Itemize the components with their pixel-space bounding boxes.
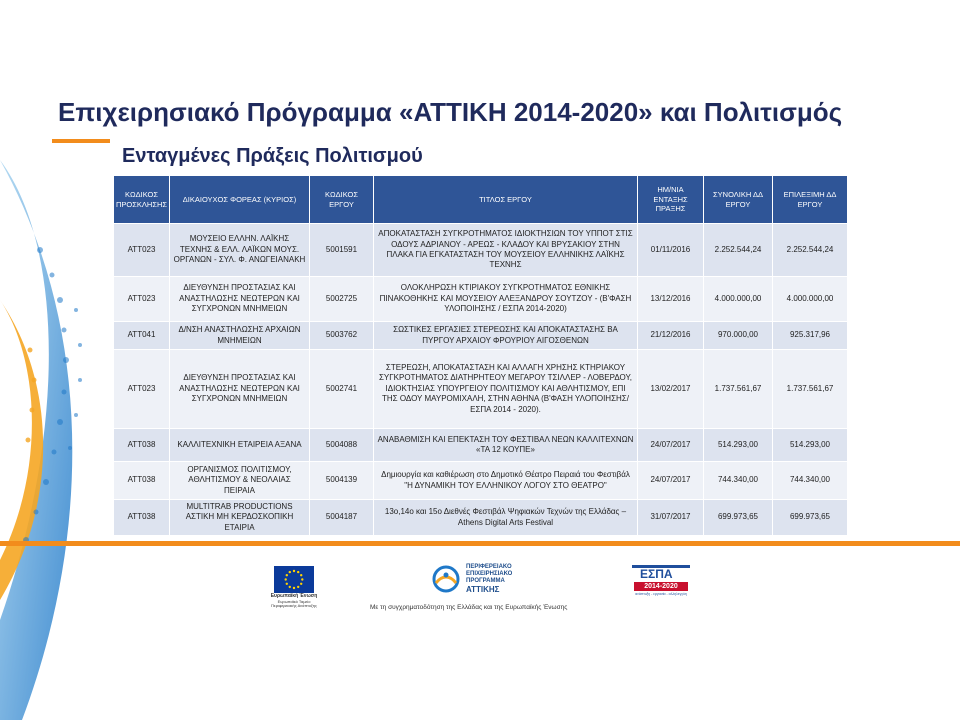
cell-beneficiary: ΟΡΓΑΝΙΣΜΟΣ ΠΟΛΙΤΙΣΜΟΥ, ΑΘΛΗΤΙΣΜΟΥ & ΝΕΟΛΑΙΑΣ ΠΕΙΡΑΙΑ [170, 462, 310, 500]
page-subtitle: Ενταγμένες Πράξεις Πολιτισμού [122, 145, 423, 167]
table-row [114, 500, 848, 536]
header-project-title: ΤΙΤΛΟΣ ΕΡΓΟΥ [374, 176, 638, 224]
eu-flag-icon [274, 566, 314, 593]
eu-caption: Ευρωπαϊκή Ένωση Ευρωπαϊκό Ταμείο Περιφερειακής Ανάπτυξης [270, 593, 318, 608]
espa-motto: ανάπτυξη - εργασία - αλληλεγγύη [635, 592, 687, 596]
header-inclusion-date: ΗΜ/ΝΙΑ ΕΝΤΑΞΗΣ ΠΡΑΞΗΣ [638, 176, 704, 224]
title-accent-bar [52, 139, 110, 143]
cell-total-budget: 2.252.544,24 [704, 224, 773, 277]
cell-call-code: ΑΤΤ038 [114, 429, 170, 462]
cell-eligible-budget: 925.317,96 [773, 322, 848, 350]
cell-call-code: ΑΤΤ023 [114, 350, 170, 429]
espa-title: ΕΣΠΑ [640, 567, 673, 581]
page-title: Επιχειρησιακό Πρόγραμμα «ΑΤΤΙΚΗ 2014-2020» και Πολιτισμός [58, 97, 843, 127]
cell-beneficiary: ΜΟΥΣΕΙΟ ΕΛΛΗΝ. ΛΑΪΚΗΣ ΤΕΧΝΗΣ & ΕΛΛ. ΛΑΪΚΩΝ ΜΟΥΣ. ΟΡΓΑΝΩΝ - ΣΥΛ. Φ. ΑΝΩΓΕΙΑΝΑΚΗ [170, 224, 310, 277]
cell-total-budget: 970.000,00 [704, 322, 773, 350]
pep-attiki-logo-icon [432, 565, 460, 593]
cell-call-code: ΑΤΤ023 [114, 277, 170, 322]
cell-beneficiary: ΚΑΛΛΙΤΕΧΝΙΚΗ ΕΤΑΙΡΕΙΑ ΑΞΑΝΑ [170, 429, 310, 462]
cell-project-code: 5004187 [310, 500, 374, 536]
cell-project-title: Δημιουργία και καθιέρωση στο Δημοτικό Θέατρο Πειραιά του Φεστιβάλ "Η ΔΥΝΑΜΙΚΗ ΤΟΥ ΕΛΛΗΝΙΚΟΥ ΛΟΓΟΥ ΣΤΟ ΘΕΑΤΡΟ" [374, 462, 638, 500]
cell-total-budget: 699.973,65 [704, 500, 773, 536]
table-row [114, 224, 848, 277]
cell-eligible-budget: 2.252.544,24 [773, 224, 848, 277]
cell-call-code: ΑΤΤ038 [114, 462, 170, 500]
cell-total-budget: 4.000.000,00 [704, 277, 773, 322]
cell-call-code: ΑΤΤ041 [114, 322, 170, 350]
cell-project-code: 5001591 [310, 224, 374, 277]
header-project-code: ΚΩΔΙΚΟΣ ΕΡΓΟΥ [310, 176, 374, 224]
espa-logo [632, 565, 690, 597]
cell-project-title: 13ο,14ο και 15ο Διεθνές Φεστιβάλ Ψηφιακών Τεχνών της Ελλάδας – Athens Digital Arts Festival [374, 500, 638, 536]
cell-eligible-budget: 514.293,00 [773, 429, 848, 462]
cell-eligible-budget: 699.973,65 [773, 500, 848, 536]
cell-project-code: 5004139 [310, 462, 374, 500]
table-row [114, 350, 848, 429]
cell-call-code: ΑΤΤ038 [114, 500, 170, 536]
header-call-code: ΚΩΔΙΚΟΣ ΠΡΟΣΚΛΗΣΗΣ [114, 176, 170, 224]
cell-total-budget: 514.293,00 [704, 429, 773, 462]
cell-total-budget: 744.340,00 [704, 462, 773, 500]
table-row [114, 462, 848, 500]
header-eligible-budget: ΕΠΙΛΕΞΙΜΗ ΔΔ ΕΡΓΟΥ [773, 176, 848, 224]
cell-project-code: 5003762 [310, 322, 374, 350]
cofinancing-statement: Με τη συγχρηματοδότηση της Ελλάδας και της Ευρωπαϊκής Ένωσης [370, 604, 568, 611]
cell-eligible-budget: 4.000.000,00 [773, 277, 848, 322]
projects-table [113, 175, 848, 536]
cell-inclusion-date: 13/12/2016 [638, 277, 704, 322]
pep-attiki-text: ΠΕΡΙΦΕΡΕΙΑΚΟ ΕΠΙΧΕΙΡΗΣΙΑΚΟ ΠΡΟΓΡΑΜΜΑ ΑΤΤΙΚΗΣ [466, 564, 513, 594]
cell-project-title: ΑΠΟΚΑΤΑΣΤΑΣΗ ΣΥΓΚΡΟΤΗΜΑΤΟΣ ΙΔΙΟΚΤΗΣΙΩΝ ΤΟΥ ΥΠΠΟΤ ΣΤΙΣ ΟΔΟΥΣ ΑΔΡΙΑΝΟΥ - ΑΡΕΩΣ - ΚΛΑΔΟΥ ΚΑΙ ΒΡΥΣΑΚΙΟΥ ΣΤΗΝ ΠΛΑΚΑ ΓΙΑ ΕΓΚΑΤΑΣΤΑΣΗ ΤΟΥ ΜΟΥΣΕΙΟΥ ΕΛΛΗΝΙΚΗΣ ΛΑΪΚΗΣ ΤΕΧΝΗΣ [374, 224, 638, 277]
header-total-budget: ΣΥΝΟΛΙΚΗ ΔΔ ΕΡΓΟΥ [704, 176, 773, 224]
cell-beneficiary: Δ/ΝΣΗ ΑΝΑΣΤΗΛΩΣΗΣ ΑΡΧΑΙΩΝ ΜΝΗΜΕΙΩΝ [170, 322, 310, 350]
espa-years: 2014-2020 [634, 582, 688, 591]
table-row [114, 277, 848, 322]
cell-project-code: 5002725 [310, 277, 374, 322]
cell-total-budget: 1.737.561,67 [704, 350, 773, 429]
cell-beneficiary: ΔΙΕΥΘΥΝΣΗ ΠΡΟΣΤΑΣΙΑΣ ΚΑΙ ΑΝΑΣΤΗΛΩΣΗΣ ΝΕΩΤΕΡΩΝ ΚΑΙ ΣΥΓΧΡΟΝΩΝ ΜΝΗΜΕΙΩΝ [170, 350, 310, 429]
cell-project-title: ΑΝΑΒΑΘΜΙΣΗ ΚΑΙ ΕΠΕΚΤΑΣΗ ΤΟΥ ΦΕΣΤΙΒΑΛ ΝΕΩΝ ΚΑΛΛΙΤΕΧΝΩΝ «ΤΑ 12 ΚΟΥΠΕ» [374, 429, 638, 462]
cell-project-title: ΣΤΕΡΕΩΣΗ, ΑΠΟΚΑΤΑΣΤΑΣΗ ΚΑΙ ΑΛΛΑΓΗ ΧΡΗΣΗΣ ΚΤΗΡΙΑΚΟΥ ΣΥΓΚΡΟΤΗΜΑΤΟΣ ΔΙΑΤΗΡΗΤΕΟΥ ΜΕΓΑΡΟΥ ΤΣΙΛΛΕΡ - ΛΟΒΕΡΔΟΥ, ΙΔΙΟΚΤΗΣΙΑΣ ΥΠΟΥΡΓΕΙΟΥ ΠΟΛΙΤΙΣΜΟΥ ΚΑΙ ΑΘΛΗΤΙΣΜΟΥ, ΕΠΙ ΤΗΣ ΟΔΟΥ ΜΑΥΡΟΜΙΧΑΛΗ, ΣΤΗΝ ΑΘΗΝΑ (Β'ΦΑΣΗ ΥΛΟΠΟΙΗΣΗΣ/ ΕΣΠΑ 2014 - 2020). [374, 350, 638, 429]
table-row [114, 429, 848, 462]
table-header-row [114, 176, 848, 224]
cell-beneficiary: MULTITRAB PRODUCTIONS ΑΣΤΙΚΗ ΜΗ ΚΕΡΔΟΣΚΟΠΙΚΗ ΕΤΑΙΡΙΑ [170, 500, 310, 536]
cell-inclusion-date: 24/07/2017 [638, 462, 704, 500]
footer-accent-bar [0, 541, 960, 546]
cell-eligible-budget: 744.340,00 [773, 462, 848, 500]
cell-project-code: 5002741 [310, 350, 374, 429]
table-row [114, 322, 848, 350]
cell-inclusion-date: 24/07/2017 [638, 429, 704, 462]
cell-inclusion-date: 01/11/2016 [638, 224, 704, 277]
cell-project-title: ΣΩΣΤΙΚΕΣ ΕΡΓΑΣΙΕΣ ΣΤΕΡΕΩΣΗΣ ΚΑΙ ΑΠΟΚΑΤΑΣΤΑΣΗΣ ΒΑ ΠΥΡΓΟΥ ΑΡΧΑΙΟΥ ΦΡΟΥΡΙΟΥ ΑΙΓΟΣΘΕΝΩΝ [374, 322, 638, 350]
cell-inclusion-date: 31/07/2017 [638, 500, 704, 536]
cell-eligible-budget: 1.737.561,67 [773, 350, 848, 429]
header-beneficiary: ΔΙΚΑΙΟΥΧΟΣ ΦΟΡΕΑΣ (ΚΥΡΙΟΣ) [170, 176, 310, 224]
cell-inclusion-date: 21/12/2016 [638, 322, 704, 350]
cell-project-title: ΟΛΟΚΛΗΡΩΣΗ ΚΤΙΡΙΑΚΟΥ ΣΥΓΚΡΟΤΗΜΑΤΟΣ ΕΘΝΙΚΗΣ ΠΙΝΑΚΟΘΗΚΗΣ ΚΑΙ ΜΟΥΣΕΙΟΥ ΑΛΕΞΑΝΔΡΟΥ ΣΟΥΤΖΟΥ - (Β'ΦΑΣΗ ΥΛΟΠΟΙΗΣΗΣ / ΕΣΠΑ 2014-2020) [374, 277, 638, 322]
cell-call-code: ΑΤΤ023 [114, 224, 170, 277]
cell-project-code: 5004088 [310, 429, 374, 462]
cell-beneficiary: ΔΙΕΥΘΥΝΣΗ ΠΡΟΣΤΑΣΙΑΣ ΚΑΙ ΑΝΑΣΤΗΛΩΣΗΣ ΝΕΩΤΕΡΩΝ ΚΑΙ ΣΥΓΧΡΟΝΩΝ ΜΝΗΜΕΙΩΝ [170, 277, 310, 322]
cell-inclusion-date: 13/02/2017 [638, 350, 704, 429]
